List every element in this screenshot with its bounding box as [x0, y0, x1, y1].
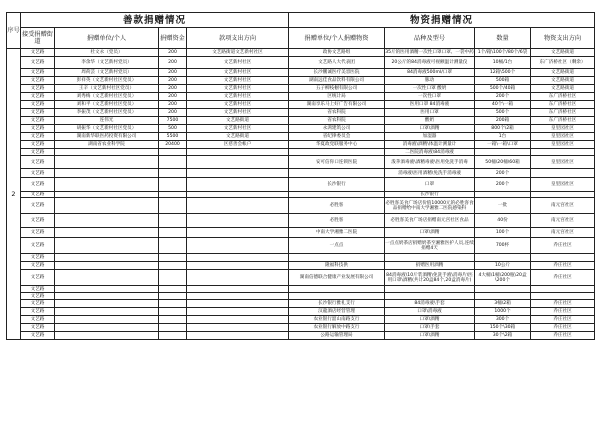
street-cell: 文艺路	[21, 149, 55, 156]
cash-direction-cell: 区慈善会帐户	[187, 141, 289, 149]
table-row	[7, 324, 595, 332]
goods-direction-cell: 文艺路街道	[531, 69, 595, 77]
spec-cell: 84消毒液\手套	[385, 300, 475, 308]
amount-cell	[159, 308, 187, 316]
amount-cell	[159, 238, 187, 254]
goods-donor-cell: 必胜客	[289, 214, 385, 228]
goods-direction-cell: 乔庄社区	[531, 300, 595, 308]
amount-cell	[159, 254, 187, 262]
spec-cell: 医用口罩	[385, 109, 475, 117]
header-cash-direction: 款项支出方向	[187, 28, 289, 49]
cash-direction-cell	[187, 308, 289, 316]
table-row	[7, 300, 595, 308]
cash-direction-cell	[187, 300, 289, 308]
donor-cell	[55, 228, 159, 238]
table-row	[7, 117, 595, 125]
goods-direction-cell: 皇里园社区	[531, 141, 595, 149]
amount-cell: 200	[159, 93, 187, 101]
table-row	[7, 316, 595, 324]
cash-direction-cell: 文艺新村社区	[187, 69, 289, 77]
cash-direction-cell	[187, 332, 289, 340]
amount-cell: 200	[159, 109, 187, 117]
street-cell: 文艺路	[21, 300, 55, 308]
cash-direction-cell	[187, 156, 289, 169]
donor-cell	[55, 270, 159, 286]
table-row	[7, 286, 595, 293]
goods-donor-cell	[289, 169, 385, 178]
cash-direction-cell: 文艺新村社区	[187, 101, 289, 109]
amount-cell: 200	[159, 69, 187, 77]
street-cell: 文艺路	[21, 308, 55, 316]
spec-cell: 35斤的医用酒精一次性口罩口罩、一袋中药	[385, 50, 474, 55]
goods-donor-cell	[289, 149, 385, 156]
table-row	[7, 169, 595, 178]
header-street: 接受捐赠街道	[21, 28, 55, 49]
spec-cell: 口罩	[385, 178, 475, 192]
street-cell: 文艺路	[21, 286, 55, 293]
goods-direction-cell: 南元宫社区	[531, 214, 595, 228]
goods-donor-cell: 汉龍酒店经营管理	[289, 308, 385, 316]
spec-cell: 捐赠医用酒精	[385, 262, 475, 270]
table-row	[7, 238, 595, 254]
goods-donor-cell: 湖南信德联合健康产业发展有限公司	[289, 270, 385, 286]
spec-cell: 酸奶	[385, 117, 475, 125]
donor-cell: 周荷芸（文艺新村党员）	[55, 69, 159, 77]
qty-cell: 40个\一箱	[475, 101, 531, 109]
cash-direction-cell: 文艺新村社区	[187, 125, 289, 133]
goods-direction-cell: 乔庄社区	[531, 316, 595, 324]
spec-cell	[385, 286, 475, 293]
cash-direction-cell: 文艺路街道	[187, 117, 289, 125]
street-cell: 文艺路	[21, 109, 55, 117]
qty-cell	[475, 286, 531, 293]
donor-cell	[55, 293, 159, 300]
qty-cell: 100个	[475, 228, 531, 238]
table-row	[7, 262, 595, 270]
table-row	[7, 125, 595, 133]
donor-cell: 连伟光	[55, 117, 159, 125]
table-row	[7, 178, 595, 192]
goods-direction-cell: 皇里园社区	[531, 178, 595, 192]
street-cell: 文艺路	[21, 57, 55, 69]
qty-cell: 800个\2箱	[475, 125, 531, 133]
goods-direction-cell: 东广济桥社区	[531, 93, 595, 101]
table-row	[7, 198, 595, 214]
table-body	[7, 49, 595, 340]
spec-cell: 泼茅酒毒液\酒精毒液\医用免洗手消毒	[385, 156, 475, 169]
table-row	[7, 214, 595, 228]
header-seq: 序号	[7, 13, 21, 49]
donor-cell	[55, 198, 159, 214]
goods-direction-cell: 乔庄社区	[531, 324, 595, 332]
amount-cell	[159, 198, 187, 214]
qty-cell: 500个	[475, 109, 531, 117]
qty-cell: 10桶/1台	[475, 57, 531, 69]
goods-direction-cell	[531, 286, 595, 293]
goods-donor-cell: 隆福科技供	[289, 262, 385, 270]
qty-cell: 1个/箱\100个/80个/6袋	[475, 49, 531, 57]
street-cell: 文艺路	[21, 156, 55, 169]
street-cell: 文艺路	[21, 192, 55, 198]
table-row	[7, 85, 595, 93]
amount-cell: 20400	[159, 141, 187, 149]
table-row	[7, 133, 595, 141]
goods-direction-cell	[531, 169, 595, 178]
goods-donor-cell: 长沙鹏诚医疗美容医院	[289, 69, 385, 77]
table-row	[7, 77, 595, 85]
qty-cell: 500个/40箱	[475, 85, 531, 93]
amount-cell: 200	[159, 57, 187, 69]
street-cell: 文艺路	[21, 49, 55, 57]
spec-cell: 84消毒液500ml/口罩	[385, 69, 475, 77]
header-goods-direction: 物资支出方向	[531, 28, 595, 49]
spec-cell: 加湿器	[385, 133, 475, 141]
spec-cell: 一次性口罩 酸奶	[385, 85, 475, 93]
spec-cell: 一次性口罩	[385, 93, 475, 101]
header-goods-donor: 捐赠单位/个人捐赠物资	[289, 28, 385, 49]
goods-direction-cell: 皇里园社区	[531, 156, 595, 169]
cash-direction-cell: 文艺新村社区	[187, 57, 289, 69]
goods-direction-cell: 东广济桥社区	[531, 117, 595, 125]
street-cell: 文艺路	[21, 198, 55, 214]
spec-cell: 二医院消毒液\84消毒液	[385, 149, 475, 156]
header-donor: 捐赠单位/个人	[55, 28, 159, 49]
street-cell: 文艺路	[21, 77, 55, 85]
cash-direction-cell	[187, 262, 289, 270]
goods-direction-cell	[531, 149, 595, 156]
qty-cell: 200个	[475, 93, 531, 101]
donor-cell: 王辛（文艺新村社区党员）	[55, 85, 159, 93]
qty-cell: 4大桶\1桶\200瓶\20盒\200个	[475, 270, 531, 286]
street-cell: 文艺路	[21, 133, 55, 141]
cash-direction-cell	[187, 293, 289, 300]
table-row	[7, 49, 595, 57]
table-row	[7, 69, 595, 77]
spec-cell: 消毒液\医用酒精\免洗手消毒液	[385, 169, 475, 178]
amount-cell: 5500	[159, 133, 187, 141]
spec-cell: 长沙银行	[385, 192, 475, 198]
amount-cell: 500	[159, 125, 187, 133]
amount-cell	[159, 270, 187, 286]
donor-cell	[55, 300, 159, 308]
table-row	[7, 254, 595, 262]
table-row	[7, 57, 595, 69]
amount-cell	[159, 324, 187, 332]
cash-direction-cell: 文艺新村社区	[187, 93, 289, 101]
goods-donor-cell: 湖南远佳食品饮料有限公司	[289, 77, 385, 85]
street-cell: 文艺路	[21, 101, 55, 109]
donor-cell: 湖南省农业科学院	[55, 141, 159, 149]
goods-direction-cell: 文艺路街道	[531, 49, 595, 57]
street-cell: 文艺路	[21, 69, 55, 77]
donor-cell	[55, 324, 159, 332]
table-row	[7, 293, 595, 300]
qty-cell: 10公斤	[475, 262, 531, 270]
cash-direction-cell	[187, 238, 289, 254]
cash-direction-cell	[187, 178, 289, 192]
cash-direction-cell	[187, 316, 289, 324]
seq-cell: 2	[7, 49, 21, 340]
qty-cell: 一批	[475, 198, 531, 214]
spec-cell	[385, 254, 475, 262]
street-cell: 文艺路	[21, 254, 55, 262]
spec-cell	[385, 293, 475, 300]
goods-direction-cell: 乔庄社区	[531, 238, 595, 254]
spec-cell: 口罩\酒精	[385, 125, 475, 133]
spec-cell: 口罩\酒精	[385, 316, 475, 324]
goods-donor-cell: 湖南享乐马上好广告有限公司	[289, 101, 385, 109]
qty-cell: 1台	[475, 133, 531, 141]
table-row	[7, 332, 595, 340]
amount-cell: 200	[159, 101, 187, 109]
qty-cell: 3桶\2箱	[475, 300, 531, 308]
street-cell: 文艺路	[21, 125, 55, 133]
donor-cell	[55, 149, 159, 156]
header-spec: 品种及型号	[385, 28, 475, 49]
amount-cell	[159, 300, 187, 308]
cash-direction-cell	[187, 149, 289, 156]
goods-direction-cell	[531, 254, 595, 262]
amount-cell	[159, 262, 187, 270]
donor-cell	[55, 262, 159, 270]
donation-table	[6, 12, 595, 340]
goods-direction-cell: 东广济桥社区	[531, 101, 595, 109]
street-cell: 文艺路	[21, 85, 55, 93]
goods-donor-cell: 政协文艺路组	[289, 49, 385, 57]
donor-cell: 刘秀梅（文艺新村社区党员）	[55, 93, 159, 101]
goods-direction-cell: 乔庄社区	[531, 270, 595, 286]
goods-donor-cell: 省纪律委员会	[289, 133, 385, 141]
goods-donor-cell	[289, 286, 385, 293]
goods-donor-cell: 长沙银行	[289, 178, 385, 192]
qty-cell: 200个	[475, 178, 531, 192]
spec-cell: 口罩\酒精	[385, 332, 475, 340]
title-goods: 物资捐赠情况	[289, 13, 595, 28]
spec-cell: 必胜客美食广场店价值10000元的必胜客食品捐赠给中南大学湘雅二医院感染科	[385, 198, 475, 214]
goods-donor-cell: 农业银行解放中路支行	[289, 324, 385, 332]
goods-direction-cell: 东广济桥社区	[531, 109, 595, 117]
spec-cell: 豚动	[385, 77, 475, 85]
amount-cell	[159, 178, 187, 192]
street-cell: 文艺路	[21, 262, 55, 270]
cash-direction-cell	[187, 324, 289, 332]
spec-cell: 一点点奶茶店捐赠奶茶至湘雅医护人员,连续捐赠4天	[385, 238, 475, 254]
goods-donor-cell: 文艺路人大代表团	[289, 57, 385, 69]
street-cell: 文艺路	[21, 93, 55, 101]
goods-donor-cell: 区统计局	[289, 93, 385, 101]
donor-cell	[55, 254, 159, 262]
goods-donor-cell: 农业银行韶山南路支行	[289, 316, 385, 324]
cash-direction-cell: 文艺新村社区	[187, 109, 289, 117]
goods-direction-cell: 皇里园社区	[531, 125, 595, 133]
street-cell: 文艺路	[21, 169, 55, 178]
spec-cell: 必胜客美食广场店捐赠南元宫社区食品	[385, 214, 475, 228]
qty-cell	[475, 149, 531, 156]
donor-cell	[55, 178, 159, 192]
goods-donor-cell: 必胜客	[289, 198, 385, 214]
street-cell: 文艺路	[21, 178, 55, 192]
amount-cell	[159, 156, 187, 169]
qty-cell	[475, 254, 531, 262]
qty-cell: 700杯	[475, 238, 531, 254]
spec-cell: 口罩\消毒液	[385, 308, 475, 316]
cash-direction-cell: 文艺路街道文艺新村社区	[187, 49, 289, 57]
donor-cell: 李余华（文艺新村党员）	[55, 57, 159, 69]
table-row	[7, 101, 595, 109]
street-cell: 文艺路	[21, 332, 55, 340]
qty-cell: 200个	[475, 169, 531, 178]
cash-direction-cell: 文艺新村社区	[187, 77, 289, 85]
donor-cell: 湖南新华联医药投资有限公司	[55, 133, 159, 141]
cash-direction-cell	[187, 214, 289, 228]
goods-direction-cell	[531, 293, 595, 300]
qty-cell: 200箱	[475, 117, 531, 125]
qty-cell: 40份	[475, 214, 531, 228]
table-row	[7, 109, 595, 117]
donor-cell	[55, 214, 159, 228]
qty-cell: 150个\30箱	[475, 324, 531, 332]
cash-direction-cell: 文艺新村社区	[187, 85, 289, 93]
spec-cell: 消毒液\酒精\体温计测量计	[385, 141, 475, 149]
goods-direction-cell: 乔庄社区	[531, 332, 595, 340]
amount-cell	[159, 316, 187, 324]
goods-direction-cell: 南元宫社区	[531, 198, 595, 214]
title-cash: 善款捐赠情况	[21, 13, 289, 28]
street-cell: 文艺路	[21, 141, 55, 149]
street-cell: 文艺路	[21, 117, 55, 125]
table-row	[7, 156, 595, 169]
goods-donor-cell: 省农科院	[289, 109, 385, 117]
spec-cell: 口罩\酒精	[385, 228, 475, 238]
goods-donor-cell: 安可信你口连锁医院	[289, 156, 385, 169]
donor-cell: 胡振华（文艺新村社区党员）	[55, 125, 159, 133]
header-qty: 数量	[475, 28, 531, 49]
donor-cell	[55, 156, 159, 169]
street-cell: 文艺路	[21, 238, 55, 254]
street-cell: 文艺路	[21, 316, 55, 324]
donor-cell: 李振茂（文艺新村社区党员）	[55, 109, 159, 117]
goods-direction-cell: 乔庄社区	[531, 262, 595, 270]
goods-direction-cell: 皇里园社区	[531, 133, 595, 141]
amount-cell	[159, 286, 187, 293]
goods-donor-cell	[289, 254, 385, 262]
cash-direction-cell	[187, 254, 289, 262]
donor-cell: 刘和平（文艺新村社区党员）	[55, 101, 159, 109]
qty-cell: 50桶\20桶\60箱	[475, 156, 531, 169]
donor-cell: 彭祥英（文艺新村社区党员）	[55, 77, 159, 85]
amount-cell	[159, 228, 187, 238]
goods-donor-cell: 永鸿建筑公司	[289, 125, 385, 133]
donor-cell	[55, 332, 159, 340]
spec-cell: 20公斤的84消毒液可视额温计测量仪	[385, 57, 475, 69]
cash-direction-cell	[187, 286, 289, 293]
amount-cell: 7500	[159, 117, 187, 125]
donor-cell	[55, 316, 159, 324]
goods-direction-cell: 乔庄社区	[531, 308, 595, 316]
donor-cell	[55, 169, 159, 178]
donor-cell	[55, 308, 159, 316]
street-cell: 文艺路	[21, 214, 55, 228]
goods-donor-cell: 长沙银行雅礼支行	[289, 300, 385, 308]
amount-cell	[159, 169, 187, 178]
donor-cell	[55, 286, 159, 293]
qty-cell	[475, 293, 531, 300]
goods-direction-cell: 文艺路街道	[531, 85, 595, 93]
qty-cell: 30个\2箱	[475, 332, 531, 340]
amount-cell	[159, 332, 187, 340]
goods-donor-cell: 省农科院	[289, 117, 385, 125]
street-cell: 文艺路	[21, 228, 55, 238]
table-row	[7, 149, 595, 156]
amount-cell: 200	[159, 77, 187, 85]
amount-cell	[159, 214, 187, 228]
goods-direction-cell: 东广济桥社区（剩余）	[531, 57, 595, 69]
cash-direction-cell	[187, 228, 289, 238]
table-row	[7, 228, 595, 238]
goods-donor-cell: 华夏政党联服务中心	[289, 141, 385, 149]
header-amount: 捐赠资金	[159, 28, 187, 49]
donor-cell	[55, 238, 159, 254]
spec-cell: 口罩\手套	[385, 324, 475, 332]
cash-direction-cell	[187, 198, 289, 214]
donor-cell: 杜文永（党员）	[55, 49, 159, 57]
qty-cell: 500箱	[475, 77, 531, 85]
table-row	[7, 270, 595, 286]
street-cell: 文艺路	[21, 270, 55, 286]
goods-donor-cell: 一点点	[289, 238, 385, 254]
amount-cell	[159, 293, 187, 300]
amount-cell	[159, 149, 187, 156]
spec-cell: 84消毒液\10斤装酒精\免洗手液\消毒片\医用口罩\酒精(共计20盒84个,20盒消毒片)	[385, 270, 475, 286]
goods-direction-cell: 南元宫社区	[531, 228, 595, 238]
goods-donor-cell: 中南大学湘雅二医院	[289, 228, 385, 238]
cash-direction-cell	[187, 169, 289, 178]
goods-donor-cell: 五子柳枝橱有限公司	[289, 85, 385, 93]
qty-cell: 一箱\一箱\口罩	[475, 141, 531, 149]
amount-cell: 200	[159, 85, 187, 93]
goods-donor-cell: 公路运输管理局	[289, 332, 385, 340]
street-cell: 文艺路	[21, 293, 55, 300]
amount-cell: 200	[159, 49, 187, 57]
goods-direction-cell: 文艺路街道	[531, 77, 595, 85]
table-row	[7, 141, 595, 149]
cash-direction-cell: 文艺路街道	[187, 133, 289, 141]
cash-direction-cell	[187, 270, 289, 286]
table-row	[7, 308, 595, 316]
table-row	[7, 93, 595, 101]
qty-cell: 300个	[475, 316, 531, 324]
spec-cell: 医用口罩 84消毒液	[385, 101, 475, 109]
qty-cell: 1000个	[475, 308, 531, 316]
street-cell: 文艺路	[21, 324, 55, 332]
goods-donor-cell	[289, 293, 385, 300]
qty-cell: 12箱\500个	[475, 69, 531, 77]
